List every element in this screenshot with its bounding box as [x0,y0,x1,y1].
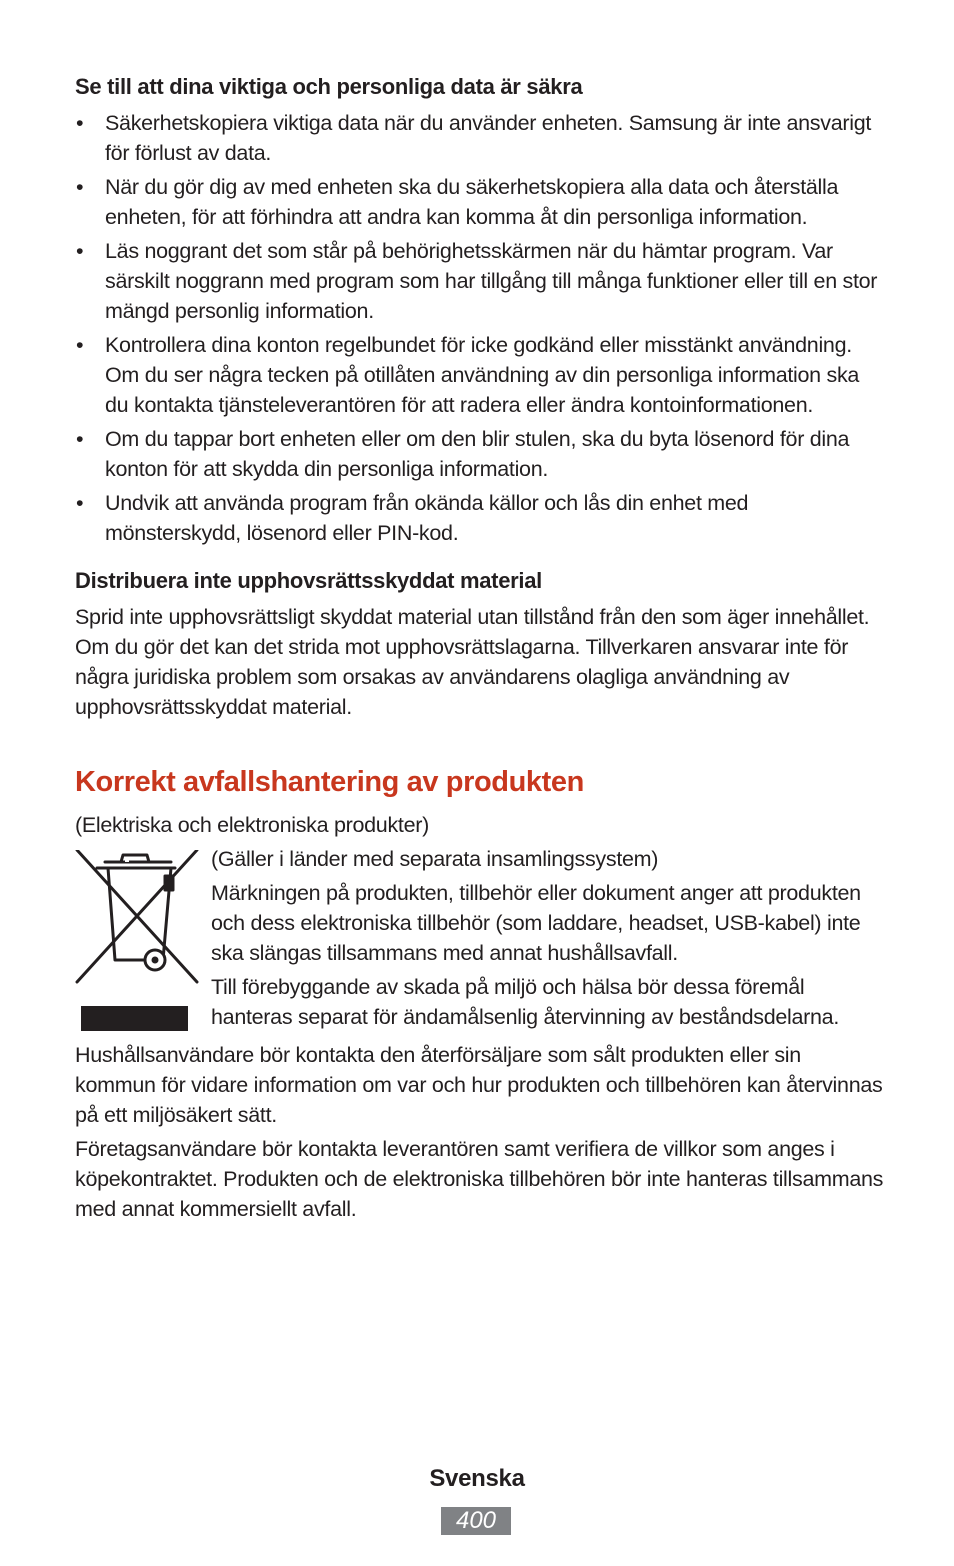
list-item-text: Undvik att använda program från okända källor och lås din enhet med mönsterskydd, lösenord eller PIN-kod. [105,491,749,545]
disposal-household-text: Hushållsanvändare bör kontakta den återförsäljare som sålt produkten eller sin kommun för vidare information om var och hur produkten och tillbehören kan återvinnas på ett miljösäkert sätt. [75,1043,883,1127]
disposal-subtitle: (Elektriska och elektroniska produkter) [75,813,429,837]
weee-block [75,844,885,1036]
bullet-icon: • [76,175,84,199]
page-number: 400 [441,1507,511,1535]
copyright-heading: Distribuera inte upphovsrättsskyddat material [75,568,542,593]
disposal-heading: Korrekt avfallshantering av produkten [75,766,584,798]
copyright-body: Sprid inte upphovsrättsligt skyddat material utan tillstånd från den som äger innehållet. Om du gör det kan det strida mot upphovsrättslagarna. Tillverkaren ansvarar inte för några juridiska problem som orsakas av användarens olagliga användning av upphovsrättsskyddat material. [75,605,870,719]
data-safety-heading: Se till att dina viktiga och personliga data är säkra [75,74,583,99]
list-item-text: Kontrollera dina konton regelbundet för icke godkänd eller misstänkt användning. Om du ser några tecken på otillåten användning av din personliga information ska du kontakta tjänsteleverantören för att radera eller ändra kontoinformationen. [105,333,860,417]
list-item [75,424,885,484]
list-item-text: Läs noggrant det som står på behörighetsskärmen när du hämtar program. Var särskilt noggrann med program som har tillgång till många funktioner eller till en stor mängd personlig information. [105,239,878,323]
footer-language: Svenska [429,1465,525,1492]
weee-text [211,844,885,1036]
disposal-marking-text: Märkningen på produkten, tillbehör eller dokument anger att produkten och dess elektroniska tillbehör (som laddare, headset, USB-kabel) inte ska slängas tillsammans med annat hushållsavfall. [211,881,861,965]
disposal-prevention-text: Till förebyggande av skada på miljö och hälsa bör dessa föremål hanteras separat för ändamålsenlig återvinning av beståndsdelarna. [211,975,840,1029]
data-safety-list [75,108,885,548]
list-item [75,172,885,232]
crossed-out-wheelie-bin-icon [75,844,211,1036]
disposal-applies: (Gäller i länder med separata insamlingssystem) [211,847,659,871]
weee-black-bar [81,1006,188,1031]
disposal-section [75,764,885,1224]
bullet-icon: • [76,427,84,451]
list-item [75,236,885,326]
list-item-text: Säkerhetskopiera viktiga data när du använder enheten. Samsung är inte ansvarigt för förlust av data. [105,111,872,165]
list-item [75,108,885,168]
bullet-icon: • [76,111,84,135]
data-safety-section [75,72,885,548]
copyright-section [75,566,885,722]
page-content [75,72,885,1228]
disposal-business-text: Företagsanvändare bör kontakta leverantören samt verifiera de villkor som anges i köpekontraktet. Produkten och de elektroniska tillbehören bör inte hanteras tillsammans med annat kommersiellt avfall. [75,1137,884,1221]
bullet-icon: • [76,239,84,263]
list-item-text: Om du tappar bort enheten eller om den blir stulen, ska du byta lösenord för dina konton för att skydda din personliga information. [105,427,850,481]
list-item [75,330,885,420]
list-item [75,488,885,548]
list-item-text: När du gör dig av med enheten ska du säkerhetskopiera alla data och återställa enheten, för att förhindra att andra kan komma åt din personliga information. [105,175,839,229]
bullet-icon: • [76,333,84,357]
bullet-icon: • [76,491,84,515]
